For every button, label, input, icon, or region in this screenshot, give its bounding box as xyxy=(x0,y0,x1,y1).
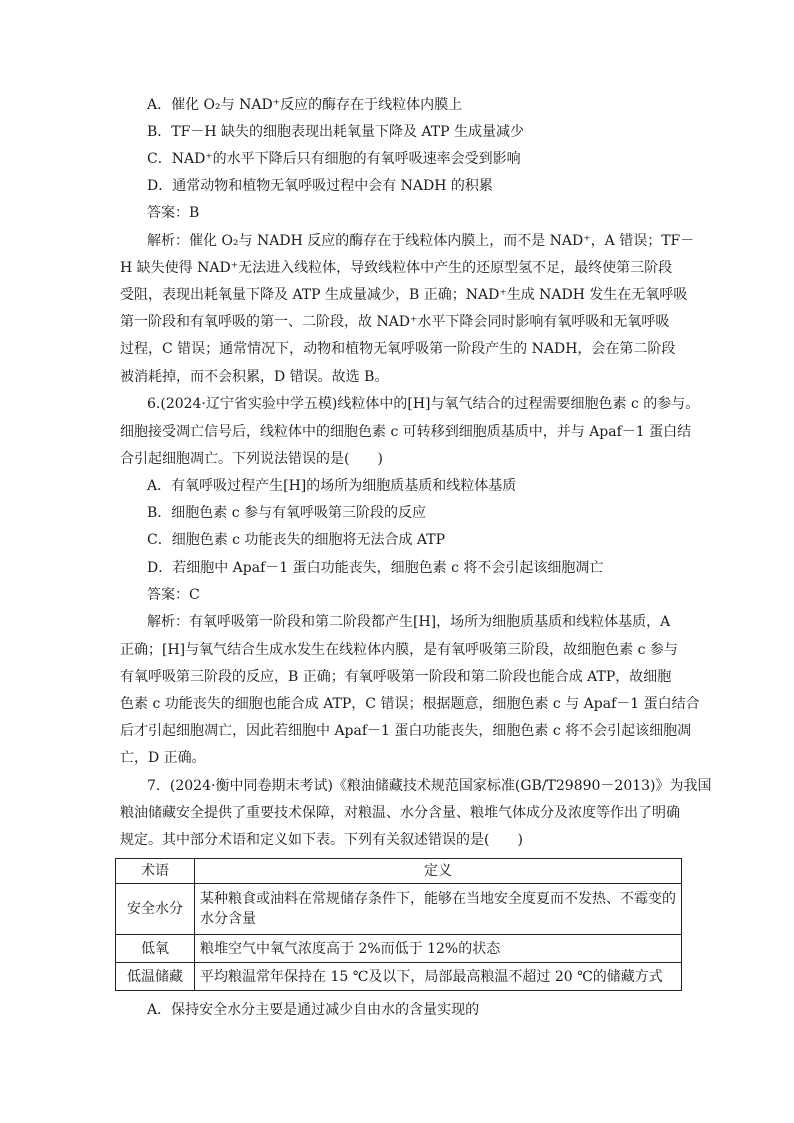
q5-analysis-line: 解析：催化 O₂与 NADH 反应的酶存在于线粒体内膜上，而不是 NAD⁺，A 错误；TF－ xyxy=(147,233,695,249)
q7-stem-line: 7．(2024·衡中同卷期末考试)《粮油储藏技术规范国家标准(GB/T29890－2013)》为我国 xyxy=(147,778,712,794)
table-cell-definition: 粮堆空气中氧气浓度高于 2%而低于 12%的状态 xyxy=(195,935,682,963)
q6-analysis-line: 解析：有氧呼吸第一阶段和第二阶段都产生[H]，场所为细胞质基质和线粒体基质，A xyxy=(147,614,671,630)
table-cell-term: 安全水分 xyxy=(116,884,195,935)
q6-analysis-line: 正确；[H]与氧气结合生成水发生在线粒体内膜，是有氧呼吸第三阶段，故细胞色素 c 参与 xyxy=(120,642,678,658)
q7-option-a: A．保持安全水分主要是通过减少自由水的含量实现的 xyxy=(147,1002,480,1018)
table-cell-definition: 某种粮食或油料在常规储存条件下，能够在当地安全度夏而不发热、不霉变的水分含量 xyxy=(195,884,682,935)
table-row xyxy=(116,935,682,963)
q5-answer: 答案：B xyxy=(147,205,200,221)
q5-analysis-line: 第一阶段和有氧呼吸的第一、二阶段，故 NAD⁺水平下降会同时影响有氧呼吸和无氧呼吸 xyxy=(120,314,670,330)
q6-analysis-line: 亡，D 正确。 xyxy=(120,750,206,766)
q6-option-d: D．若细胞中 Apaf－1 蛋白功能丧失，细胞色素 c 将不会引起该细胞凋亡 xyxy=(147,560,604,576)
table-cell-term: 低温储藏 xyxy=(116,963,195,991)
q6-analysis-line: 有氧呼吸第三阶段的反应，B 正确；有氧呼吸第一阶段和第二阶段也能合成 ATP，故细胞 xyxy=(120,669,672,685)
q6-option-a: A．有氧呼吸过程产生[H]的场所为细胞质基质和线粒体基质 xyxy=(147,478,517,494)
q6-option-b: B．细胞色素 c 参与有氧呼吸第三阶段的反应 xyxy=(147,505,427,521)
q5-analysis-line: H 缺失使得 NAD⁺无法进入线粒体，导致线粒体中产生的还原型氢不足，最终使第三阶段 xyxy=(120,260,673,276)
q6-option-c: C．细胞色素 c 功能丧失的细胞将无法合成 ATP xyxy=(147,532,446,548)
q5-analysis-line: 受阻，表现出耗氧量下降及 ATP 生成量减少，B 正确；NAD⁺生成 NADH 发生在无氧呼吸 xyxy=(120,287,688,303)
q5-option-c: C．NAD⁺的水平下降后只有细胞的有氧呼吸速率会受到影响 xyxy=(147,151,521,167)
q6-stem-line: 细胞接受凋亡信号后，线粒体中的细胞色素 c 可转移到细胞质基质中，并与 Apaf－1 蛋白结 xyxy=(120,424,692,440)
q7-stem-line: 粮油储藏安全提供了重要技术保障，对粮温、水分含量、粮堆气体成分及浓度等作出了明确 xyxy=(120,805,680,821)
q5-option-b: B．TF－H 缺失的细胞表现出耗氧量下降及 ATP 生成量减少 xyxy=(147,124,525,140)
q5-analysis-line: 过程，C 错误；通常情况下，动物和植物无氧呼吸第一阶段产生的 NADH，会在第二阶段 xyxy=(120,341,676,357)
q6-answer: 答案：C xyxy=(147,587,200,603)
table-header-term: 术语 xyxy=(116,859,195,884)
q6-stem-line: 合引起细胞凋亡。下列说法错误的是( ) xyxy=(120,451,383,467)
q6-stem-line: 6.(2024·辽宁省实验中学五模)线粒体中的[H]与氧气结合的过程需要细胞色素 c 的参与。 xyxy=(147,396,700,412)
q6-analysis-line: 色素 c 功能丧失的细胞也能合成 ATP，C 错误；根据题意，细胞色素 c 与 Apaf－1 蛋白结合 xyxy=(120,696,700,712)
q6-analysis-line: 后才引起细胞凋亡，因此若细胞中 Apaf－1 蛋白功能丧失，细胞色素 c 将不会引起该细胞凋 xyxy=(120,723,692,739)
table-header-row xyxy=(116,859,682,884)
terms-definition-table xyxy=(115,858,682,991)
q5-analysis-line: 被消耗掉，而不会积累，D 错误。故选 B。 xyxy=(120,369,389,385)
table-cell-term: 低氧 xyxy=(116,935,195,963)
table-header-definition: 定义 xyxy=(195,859,682,884)
table-row xyxy=(116,884,682,935)
q5-option-a: A．催化 O₂与 NAD⁺反应的酶存在于线粒体内膜上 xyxy=(147,97,463,113)
q5-option-d: D．通常动物和植物无氧呼吸过程中会有 NADH 的积累 xyxy=(147,178,493,194)
table-cell-definition: 平均粮温常年保持在 15 ℃及以下，局部最高粮温不超过 20 ℃的储藏方式 xyxy=(195,963,682,991)
table-row xyxy=(116,963,682,991)
q7-stem-line: 规定。其中部分术语和定义如下表。下列有关叙述错误的是( ) xyxy=(120,832,523,848)
